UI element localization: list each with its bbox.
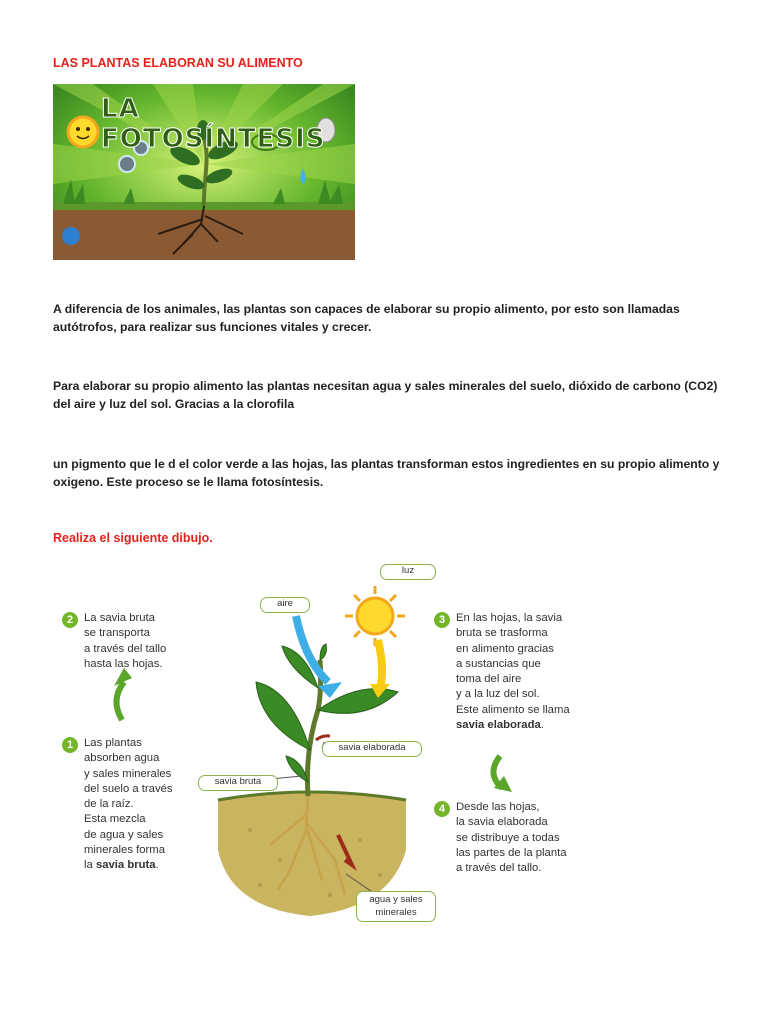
page-heading: LAS PLANTAS ELABORAN SU ALIMENTO: [53, 56, 303, 70]
step-3-number: 3: [434, 612, 450, 628]
paragraph-1: A diferencia de los animales, las plantas son capaces de elaborar su propio alimento, por esto son llamadas autótrofos, para realizar sus funciones vitales y crecer.: [53, 302, 680, 334]
step-3-line: en alimento gracias: [456, 642, 554, 655]
step-2-number: 2: [62, 612, 78, 628]
banner-title: LA FOTOSÍNTESIS: [101, 94, 326, 154]
step-3-line: En las hojas, la savia: [456, 612, 563, 624]
step-4-line: a través del tallo.: [456, 862, 542, 875]
step-3-line: y a la luz del sol.: [456, 688, 540, 701]
step-3-line: Este alimento se llama: [456, 703, 570, 716]
step-1-number: 1: [62, 737, 78, 753]
step-1-line-suffix: .: [155, 859, 159, 872]
step-2-line: se transporta: [84, 627, 150, 640]
drawing-instruction: Realiza el siguiente dibujo.: [53, 531, 213, 545]
label-agua-sales-line1: agua y sales: [369, 894, 423, 905]
step-2-line: La savia bruta: [84, 612, 155, 624]
paragraph-2: Para elaborar su propio alimento las plantas necesitan agua y sales minerales del suelo, dióxido de carbono (CO2) del aire y luz del sol. Gracias a la clorofila: [53, 379, 718, 411]
step-4-text: [456, 800, 567, 876]
step-1-line: absorben agua: [84, 752, 160, 765]
label-luz: luz: [380, 564, 436, 580]
photosynthesis-banner: [53, 84, 355, 260]
step-3-line: toma del aire: [456, 673, 522, 686]
step-1-line: y sales minerales: [84, 767, 172, 780]
label-agua-sales-line2: minerales: [375, 907, 417, 918]
paragraph-3: un pigmento que le d el color verde a las hojas, las plantas transforman estos ingredientes en su propio alimento y oxigeno. Este proceso se le llama fotosíntesis.: [53, 457, 720, 489]
step-1-keyword: savia bruta: [95, 859, 156, 872]
step-3-keyword: savia elaborada: [456, 719, 541, 732]
step-3-text: [456, 611, 570, 733]
label-savia-bruta: savia bruta: [198, 775, 278, 791]
step-4-number: 4: [434, 801, 450, 817]
photosynthesis-diagram: [60, 560, 580, 930]
step-3-line: bruta se trasforma: [456, 627, 548, 640]
step-2-text: [84, 611, 166, 672]
step-3-line: a sustancias que: [456, 657, 541, 670]
step-4-line: las partes de la planta: [456, 846, 567, 859]
step-1-text: [84, 736, 173, 874]
step-1-line: de la raíz.: [84, 798, 134, 811]
step-3-line-suffix: .: [540, 719, 544, 732]
label-savia-elaborada: savia elaborada: [322, 741, 422, 757]
step-2-line: hasta las hojas.: [84, 657, 163, 670]
step-1-line: Las plantas: [84, 737, 142, 749]
label-agua-sales: [356, 891, 436, 922]
step-4-line: se distribuye a todas: [456, 831, 560, 844]
step-1-line: de agua y sales: [84, 828, 164, 841]
step-1-line-prefix: la: [84, 859, 96, 872]
label-aire: aire: [260, 597, 310, 613]
step-1-line: del suelo a través: [84, 782, 173, 795]
step-1-line: minerales forma: [84, 844, 165, 857]
step-4-line: Desde las hojas,: [456, 801, 540, 813]
step-1-line: Esta mezcla: [84, 813, 146, 826]
step-4-line: la savia elaborada: [456, 816, 548, 829]
step-2-line: a través del tallo: [84, 642, 167, 655]
